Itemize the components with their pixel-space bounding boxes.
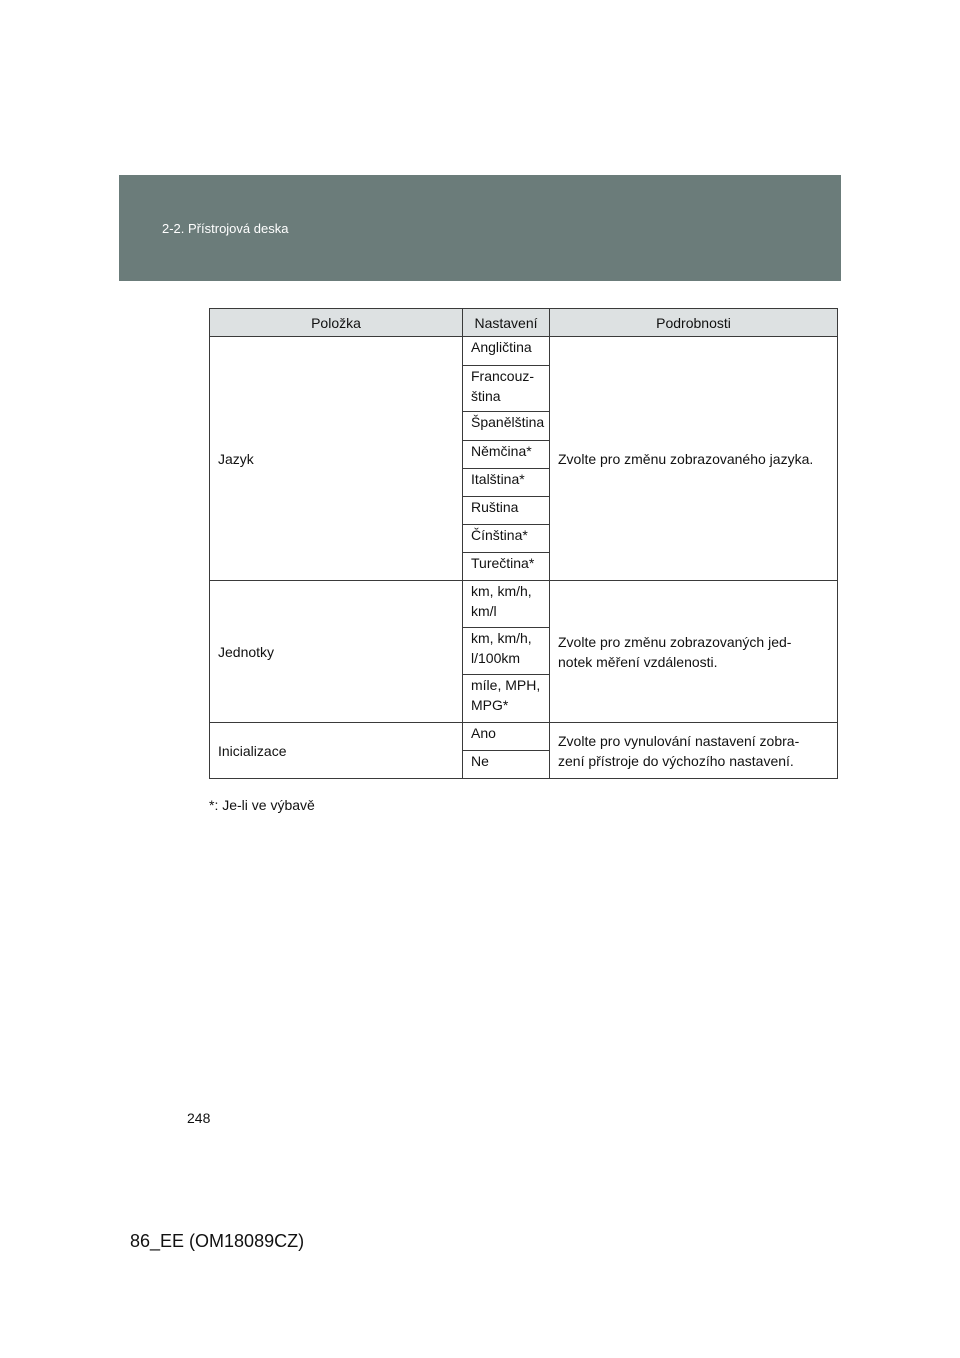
option-cell: Italština* — [463, 469, 550, 497]
column-header-details: Podrobnosti — [550, 309, 838, 337]
item-cell-reset: Inicializace — [210, 723, 463, 779]
option-cell: Angličtina — [463, 337, 550, 366]
details-cell-units: Zvolte pro změnu zobrazovaných jed- notek měření vzdálenosti. — [550, 581, 838, 723]
details-cell-reset: Zvolte pro vynulování nastavení zobra- zení přístroje do výchozího nastavení. — [550, 723, 838, 779]
option-cell: Němčina* — [463, 441, 550, 469]
table-header-row — [210, 309, 838, 337]
section-title: 2-2. Přístrojová deska — [162, 221, 289, 236]
table-row — [210, 581, 838, 628]
item-cell-units: Jednotky — [210, 581, 463, 723]
option-cell: Čínština* — [463, 525, 550, 553]
footnote: *: Je-li ve výbavě — [209, 797, 315, 813]
option-cell: Francouz- ština — [463, 366, 550, 412]
document-code: 86_EE (OM18089CZ) — [130, 1231, 305, 1251]
option-cell: míle, MPH, MPG* — [463, 675, 550, 723]
details-cell-language: Zvolte pro změnu zobrazovaného jazyka. — [550, 337, 838, 581]
option-cell: Ne — [463, 751, 550, 779]
page-number: 248 — [187, 1110, 211, 1126]
option-cell: Turečtina* — [463, 553, 550, 581]
option-cell: Španělština — [463, 412, 550, 441]
section-header-band — [119, 175, 841, 281]
column-header-setting: Nastavení — [463, 309, 550, 337]
option-cell: Ano — [463, 723, 550, 751]
option-cell: Ruština — [463, 497, 550, 525]
column-header-item: Položka — [210, 309, 463, 337]
table-row — [210, 723, 838, 751]
settings-table — [209, 308, 838, 779]
option-cell: km, km/h, l/100km — [463, 628, 550, 675]
option-cell: km, km/h, km/l — [463, 581, 550, 628]
item-cell-language: Jazyk — [210, 337, 463, 581]
table-row — [210, 337, 838, 366]
